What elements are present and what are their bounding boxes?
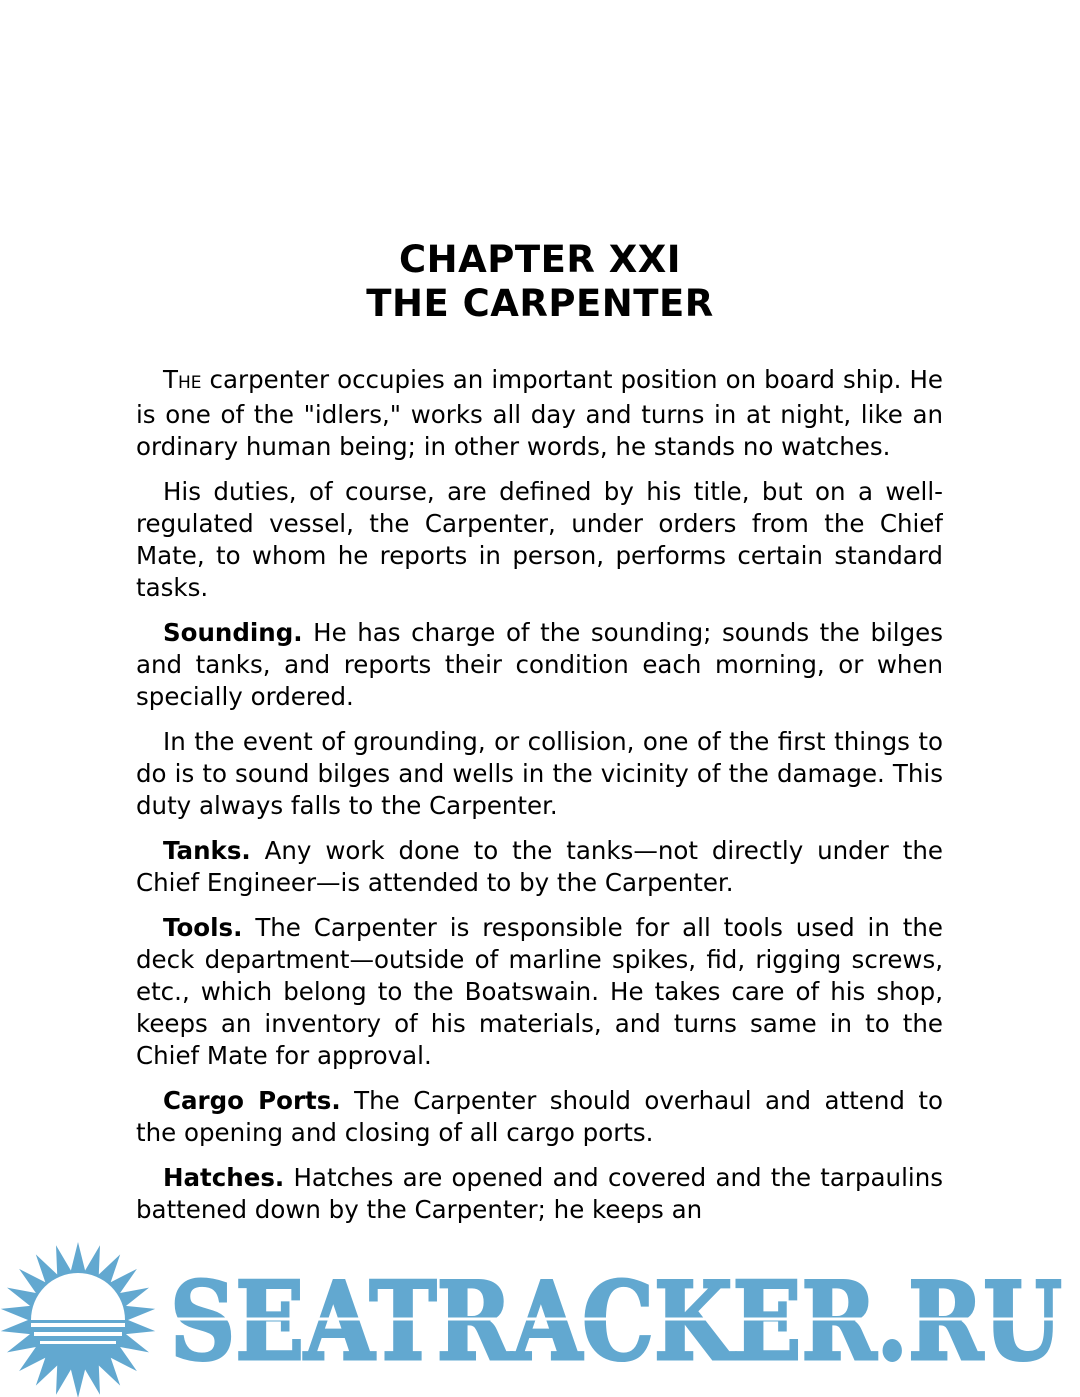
chapter-body xyxy=(136,364,943,1252)
paragraph-text: Hatches are opened and covered and the tarpaulins battened down by the Carpenter; he keeps an xyxy=(136,1163,943,1224)
paragraph-heading: Sounding. xyxy=(163,618,303,647)
chapter-heading xyxy=(0,238,1080,326)
paragraph-text: The Carpenter is responsible for all tools used in the deck department—outside of marline spikes, fid, rigging screws, etc., which belong to the Boatswain. He takes care of his shop, keeps an inventory of his materials, and turns same in to the Chief Mate for approval. xyxy=(136,913,943,1070)
paragraph xyxy=(136,835,943,899)
paragraph xyxy=(136,1162,943,1226)
paragraph-text: carpenter occupies an important position on board ship. He is one of the "idlers," works all day and turns in at night, like an ordinary human being; in other words, he stands no watches. xyxy=(136,365,943,461)
paragraph xyxy=(136,617,943,713)
paragraph-text: The Carpenter should overhaul and attend to the opening and closing of all cargo ports. xyxy=(136,1086,943,1147)
paragraph-heading: Cargo Ports. xyxy=(163,1086,341,1115)
chapter-title: THE CARPENTER xyxy=(366,282,714,325)
watermark-text: SEATRACKER.RU xyxy=(170,1259,1062,1385)
paragraph xyxy=(136,1085,943,1149)
paragraph-text: His duties, of course, are defined by his title, but on a well-regulated vessel, the Carpenter, under orders from the Chief Mate, to whom he reports in person, performs certain standard tasks. xyxy=(136,477,943,602)
paragraph-heading: Hatches. xyxy=(163,1163,285,1192)
paragraph xyxy=(136,476,943,604)
paragraph-text: In the event of grounding, or collision, one of the first things to do is to sound bilges and wells in the vicinity of the damage. This duty always falls to the Carpenter. xyxy=(136,727,943,820)
sun-logo-icon xyxy=(1,1242,155,1397)
watermark xyxy=(0,1237,1080,1397)
paragraph xyxy=(136,364,943,463)
chapter-number: CHAPTER XXI xyxy=(398,238,682,281)
paragraph xyxy=(136,912,943,1072)
small-caps-first-letter: T xyxy=(163,365,178,394)
paragraph-heading: Tools. xyxy=(163,913,243,942)
paragraph xyxy=(136,726,943,822)
paragraph-heading: Tanks. xyxy=(163,836,251,865)
paragraph-text: Any work done to the tanks—not directly under the Chief Engineer—is attended to by the Carpenter. xyxy=(136,836,943,897)
small-caps-rest: HE xyxy=(177,373,202,393)
paragraph-text: He has charge of the sounding; sounds the bilges and tanks, and reports their condition each morning, or when specially ordered. xyxy=(136,618,943,711)
